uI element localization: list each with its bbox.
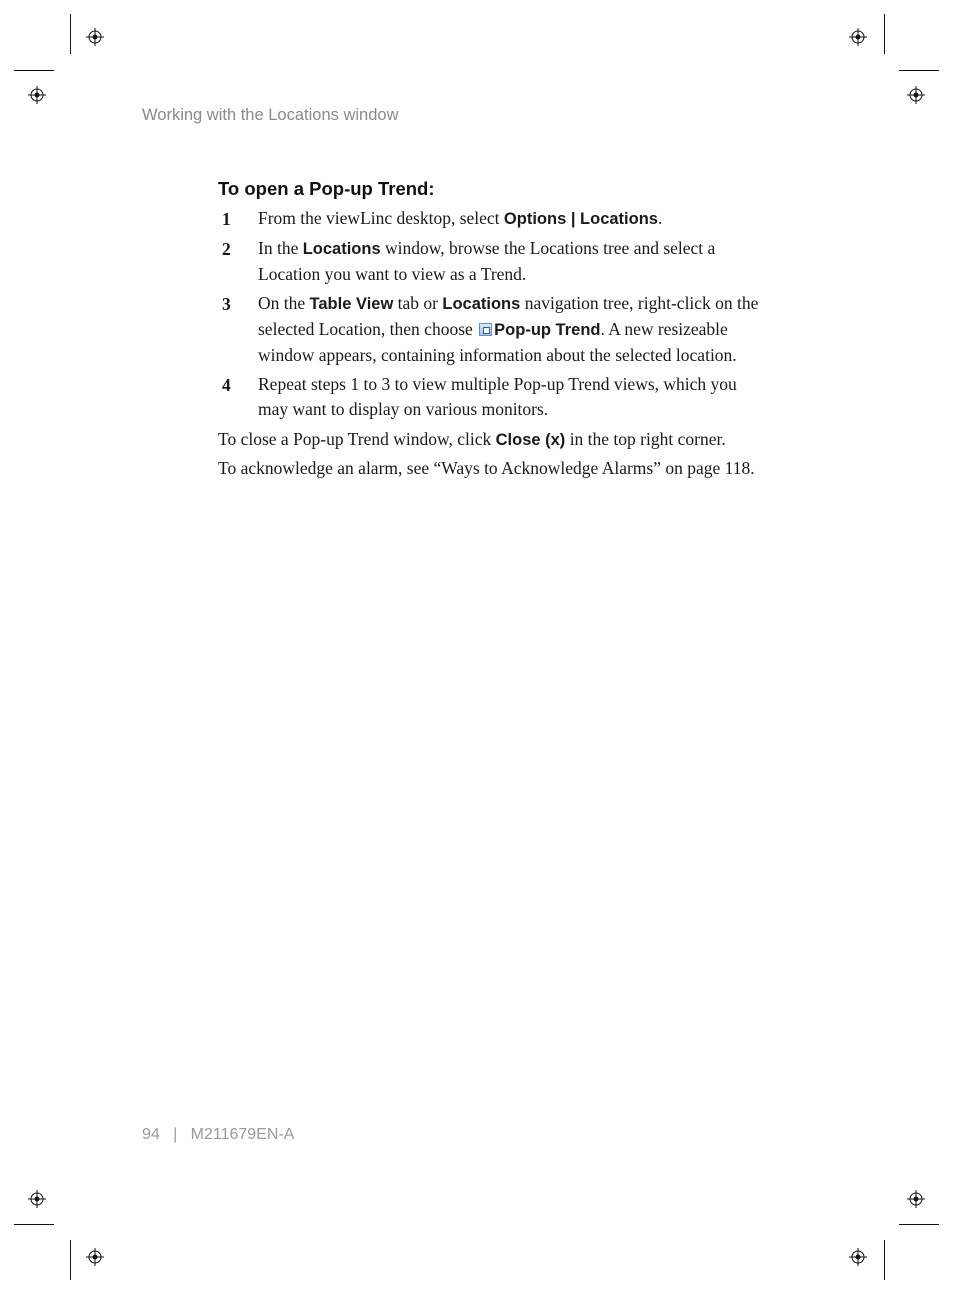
crop-mark (884, 14, 885, 54)
note-text: in the top right corner. (565, 429, 726, 449)
step-text: In the (258, 238, 303, 258)
step-text: From the viewLinc desktop, select (258, 208, 504, 228)
note-text: To acknowledge an alarm, see “Ways to Acknowledge Alarms” on page 118. (218, 458, 755, 478)
step-number: 2 (222, 239, 231, 259)
crop-mark (70, 1240, 71, 1280)
footer-separator: | (173, 1126, 178, 1143)
crop-mark (884, 1240, 885, 1280)
popup-trend-icon (479, 323, 492, 336)
close-note (218, 428, 766, 451)
page-footer (142, 1126, 294, 1144)
step-item (218, 291, 766, 368)
procedure-section (218, 178, 766, 479)
registration-mark-icon (849, 28, 867, 46)
document-id: M211679EN-A (190, 1126, 295, 1143)
step-item (218, 206, 766, 232)
crop-mark (14, 70, 54, 71)
registration-mark-icon (907, 1190, 925, 1208)
step-number: 3 (222, 294, 231, 314)
registration-mark-icon (28, 1190, 46, 1208)
crop-mark (899, 1224, 939, 1225)
ui-term-popup-trend: Pop-up Trend (494, 321, 601, 339)
ui-term-close: Close (x) (495, 431, 566, 449)
registration-mark-icon (28, 86, 46, 104)
step-text: tab or (393, 293, 443, 313)
ui-term-options-locations: Options | Locations (503, 210, 658, 228)
step-text: Repeat steps 1 to 3 to view multiple Pop-up Trend views, which you may want to display on various monitors. (258, 374, 737, 419)
note-text: To close a Pop-up Trend window, click (218, 429, 496, 449)
registration-mark-icon (907, 86, 925, 104)
acknowledge-note (218, 457, 766, 479)
registration-mark-icon (86, 1248, 104, 1266)
step-number: 1 (222, 209, 231, 229)
crop-mark (899, 70, 939, 71)
step-text: On the (258, 293, 310, 313)
step-item (218, 372, 766, 422)
page-number: 94 (142, 1126, 160, 1143)
step-text: navigation tree, right-click on the selected Location, then choose (258, 293, 759, 339)
ui-term-locations: Locations (302, 240, 381, 258)
procedure-title: To open a Pop-up Trend: (218, 178, 435, 199)
step-text: window, browse the Locations tree and select a Location you want to view as a Trend. (258, 238, 716, 284)
step-text: . (657, 208, 663, 228)
step-number: 4 (222, 375, 231, 395)
step-text: . A new resizeable window appears, containing information about the selected location. (258, 319, 737, 365)
step-item (218, 236, 766, 287)
registration-mark-icon (849, 1248, 867, 1266)
crop-mark (14, 1224, 54, 1225)
registration-mark-icon (86, 28, 104, 46)
crop-mark (70, 14, 71, 54)
running-header: Working with the Locations window (142, 106, 399, 124)
ui-term-locations: Locations (442, 295, 521, 313)
ui-term-table-view: Table View (309, 295, 394, 313)
